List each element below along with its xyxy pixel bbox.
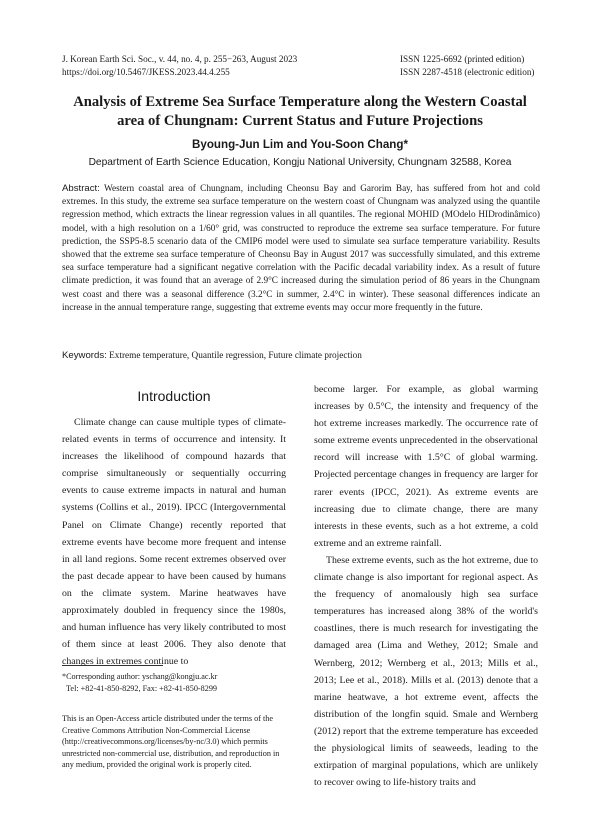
footnote-divider	[62, 665, 163, 666]
corresponding-email: *Corresponding author: yschang@kongju.ac.kr	[62, 672, 218, 681]
left-column	[62, 383, 286, 670]
issn-block	[400, 53, 534, 79]
keywords-text: Extreme temperature, Quantile regression, Future climate projection	[109, 351, 362, 361]
authors: Byoung-Jun Lim and You-Soon Chang*	[192, 138, 408, 151]
open-access-notice: This is an Open-Access article distributed under the terms of the Creative Commons Attribution Non-Commercial License (http://creativecommons.org/licenses/by-nc/3.0) which permits unrestricted non-commercial use, distribution, and reproduction in any medium, provided the original work is properly cited.	[62, 714, 280, 770]
intro-paragraph-2: These extreme events, such as the hot extreme, due to climate change is also important for regional aspect. As the frequency of anomalously high sea surface temperatures has increased along 38% of the world's coastlines, there is much research for investigating the damaged area (Lima and Wethey, 2012; Smale and Wernberg, 2012; Wernberg et al., 2013; Mills et al., 2013; Lee et al., 2018). Mills et al. (2013) denote that a marine heatwave, a hot extreme event, affects the distribution of the longfin squid. Smale and Wernberg (2012) report that the extreme temperature has exceeded the physiological limits of seaweeds, leading to the extirpation of marginal populations, which are unlikely to recover owing to life-history traits and	[314, 554, 538, 789]
abstract	[62, 182, 540, 315]
corresponding-author-footnote	[62, 671, 288, 694]
issn-electronic: ISSN 2287-4518 (electronic edition)	[400, 67, 535, 77]
abstract-label: Abstract:	[62, 183, 100, 194]
issn-print: ISSN 1225-6692 (printed edition)	[400, 54, 525, 64]
corresponding-contact: Tel: +82-41-850-8292, Fax: +82-41-850-8299	[66, 683, 218, 693]
intro-paragraph-1: Climate change can cause multiple types of climate-related events in terms of occurrence and intensity. It increases the likelihood of compound hazards that comprise simultaneously or sequentially occurring events to cause extreme impacts in natural and human systems (Collins et al., 2019). IPCC (Intergovernmental Panel on Climate Change) recently reported that extreme events have become more frequent and intense in all land regions. Some recent extremes observed over the past decade appear to have been caused by humans on the climate system. Marine heatwaves have approximately doubled in frequency since the 1980s, and human influence has very likely contributed to most of them since at least 2006. They also denote that changes in extremes continue to	[62, 417, 286, 668]
right-column	[314, 381, 538, 791]
journal-header	[62, 53, 297, 79]
paper-title	[40, 93, 560, 131]
doi-link[interactable]: https://doi.org/10.5467/JKESS.2023.44.4.255	[62, 67, 230, 77]
keywords-label: Keywords:	[62, 350, 107, 361]
keywords	[62, 349, 540, 363]
section-heading-introduction: Introduction	[137, 388, 211, 404]
title-line-1: Analysis of Extreme Sea Surface Temperature along the Western Coastal	[73, 94, 527, 110]
abstract-text: Western coastal area of Chungnam, including Cheonsu Bay and Garorim Bay, has suffered from hot and cold extremes. In this study, the extreme sea surface temperature on the western coast of Chungnam was analyzed using the quantile regression method, which extracts the linear regression values in all quantiles. The regional MOHID (MOdelo HIDrodinâmico) model, with a high resolution on a 1/60° grid, was constructed to reproduce the extreme sea surface temperature. For future prediction, the SSP5-8.5 scenario data of the CMIP6 model were used to simulate sea surface temperature variability. Results showed that the extreme sea surface temperature of Cheonsu Bay in August 2017 was successfully simulated, and this extreme sea surface temperature had a significant negative correlation with the Pacific decadal variability index. As a result of future climate prediction, it was found that an average of 2.9°C increased during the simulation period of 86 years in the Chungnam west coast and there was a seasonal difference (3.2°C in summer, 2.4°C in winter). These seasonal differences indicate an increase in the annual temperature range, suggesting that extreme events may occur more frequently in the future.	[62, 184, 540, 313]
journal-citation: J. Korean Earth Sci. Soc., v. 44, no. 4, p. 255−263, August 2023	[62, 54, 298, 64]
intro-paragraph-1-continued: become larger. For example, as global warming increases by 0.5°C, the intensity and frequency of the hot extreme increases markedly. The occurrence rate of some extreme events unprecedented in the observational record will increase with 1.5°C of global warming. Projected percentage changes in frequency are larger for rarer events (IPCC, 2021). As extreme events are increasing due to climate change, there are many interests in these events, such as a hot extreme, a cold extreme and an extreme rainfall.	[314, 384, 538, 549]
title-line-2: area of Chungnam: Current Status and Future Projections	[117, 113, 483, 129]
affiliation: Department of Earth Science Education, Kongju National University, Chungnam 32588, Korea	[88, 157, 512, 168]
